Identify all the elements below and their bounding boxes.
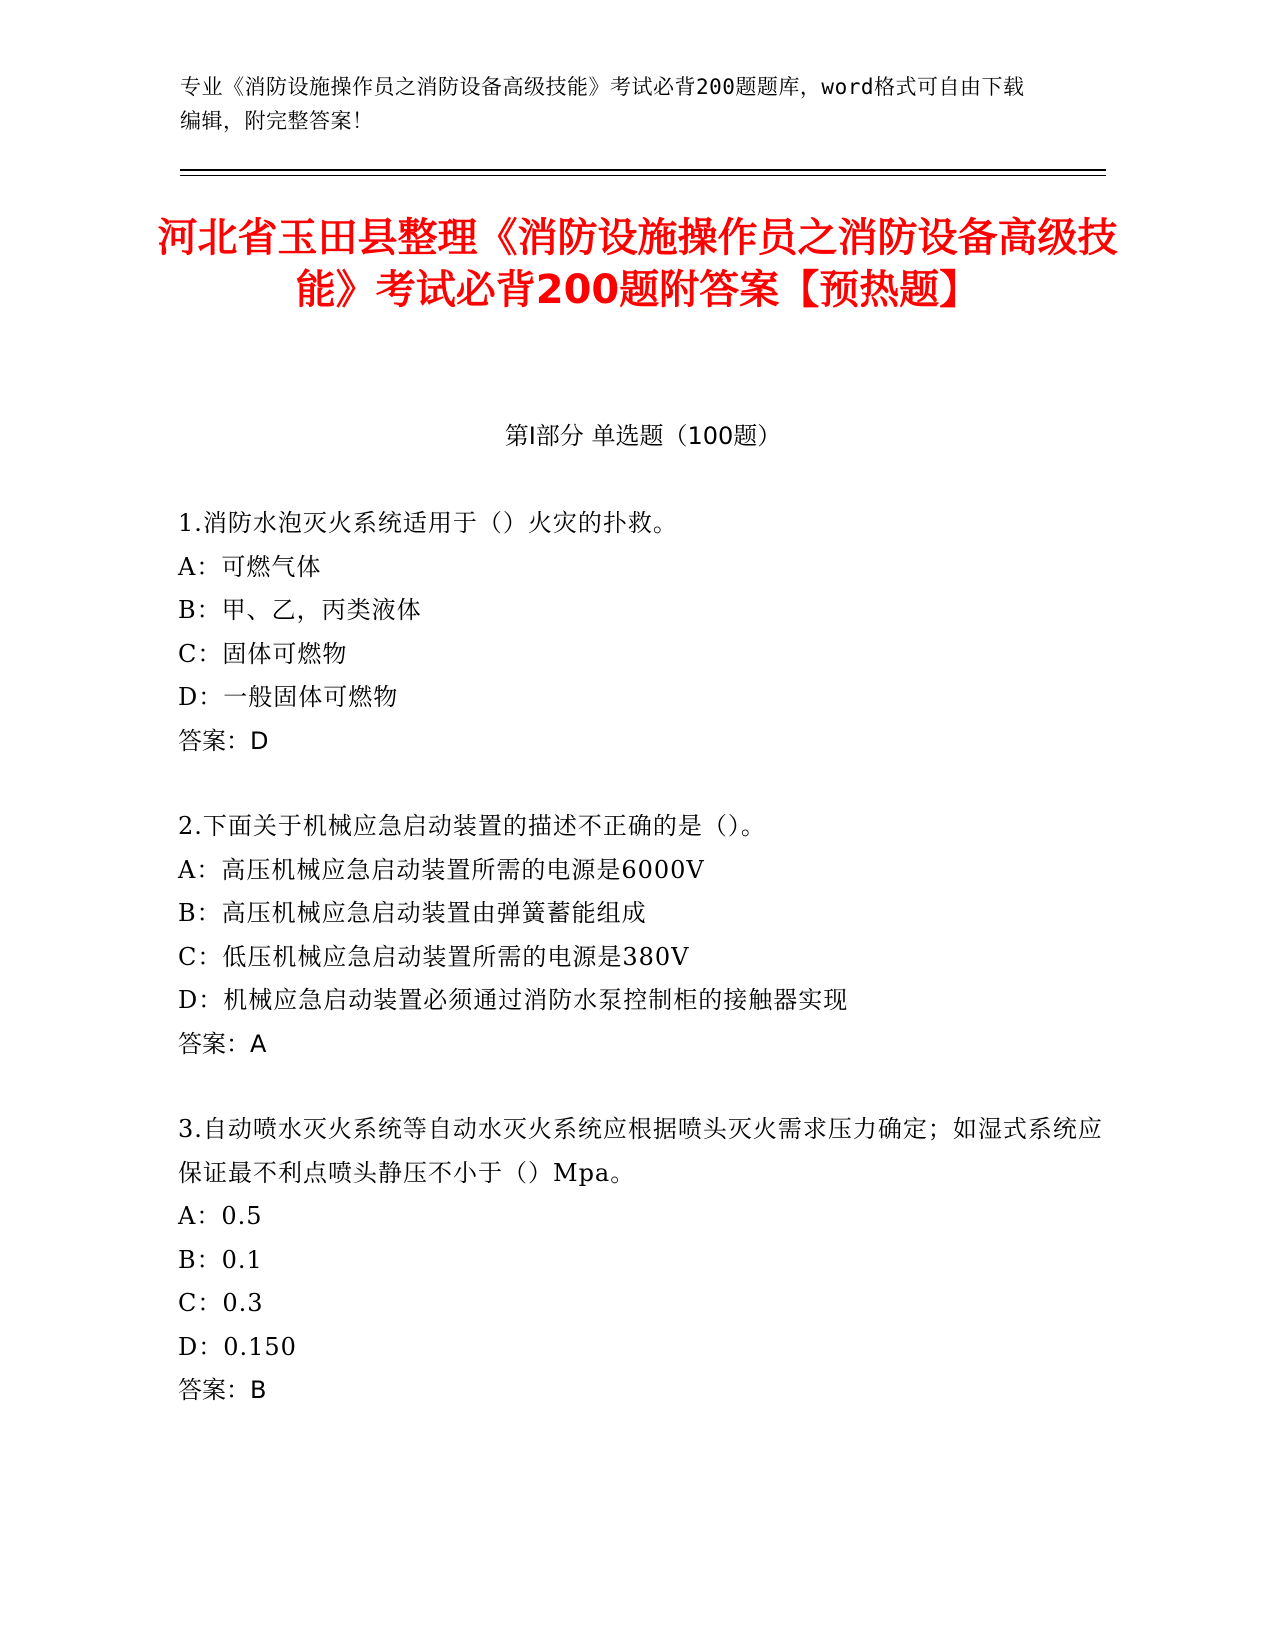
question-stem: 2.下面关于机械应急启动装置的描述不正确的是（）。 bbox=[178, 812, 766, 840]
option-b: B：高压机械应急启动装置由弹簧蓄能组成 bbox=[178, 899, 647, 927]
answer: 答案：B bbox=[178, 1376, 267, 1404]
option-b: B：0.1 bbox=[178, 1245, 263, 1274]
question-3 bbox=[178, 1108, 1108, 1413]
option-d: D：0.150 bbox=[178, 1332, 297, 1361]
question-1 bbox=[178, 502, 1108, 763]
question-stem: 3.自动喷水灭火系统等自动水灭火系统应根据喷头灭火需求压力确定；如湿式系统应保证最不利点喷头静压不小于（）Mpa。 bbox=[178, 1115, 1103, 1187]
option-c: C：固体可燃物 bbox=[178, 639, 348, 668]
document-title: 河北省玉田县整理《消防设施操作员之消防设备高级技能》考试必背200题附答案【预热题】 bbox=[157, 215, 1118, 313]
header-divider-thin bbox=[180, 175, 1106, 176]
option-d: D：机械应急启动装置必须通过消防水泵控制柜的接触器实现 bbox=[178, 986, 849, 1014]
option-d: D：一般固体可燃物 bbox=[178, 683, 399, 711]
option-a: A：可燃气体 bbox=[178, 552, 322, 581]
section-heading: 第Ⅰ部分 单选题（100题） bbox=[504, 422, 782, 450]
option-a: A：0.5 bbox=[178, 1202, 263, 1230]
question-stem: 1.消防水泡灭火系统适用于（）火灾的扑救。 bbox=[178, 509, 678, 537]
header-divider-thick bbox=[180, 169, 1106, 171]
option-b: B：甲、乙，丙类液体 bbox=[178, 596, 422, 624]
option-a: A：高压机械应急启动装置所需的电源是6000V bbox=[178, 855, 705, 884]
header-note: 专业《消防设施操作员之消防设备高级技能》考试必背200题题库，word格式可自由下载编辑，附完整答案！ bbox=[180, 75, 1025, 133]
question-2 bbox=[178, 805, 1108, 1066]
option-c: C：0.3 bbox=[178, 1289, 264, 1317]
question-list bbox=[178, 502, 1108, 1455]
option-c: C：低压机械应急启动装置所需的电源是380V bbox=[178, 942, 690, 971]
answer: 答案：A bbox=[178, 1029, 267, 1058]
answer: 答案：D bbox=[178, 726, 269, 755]
